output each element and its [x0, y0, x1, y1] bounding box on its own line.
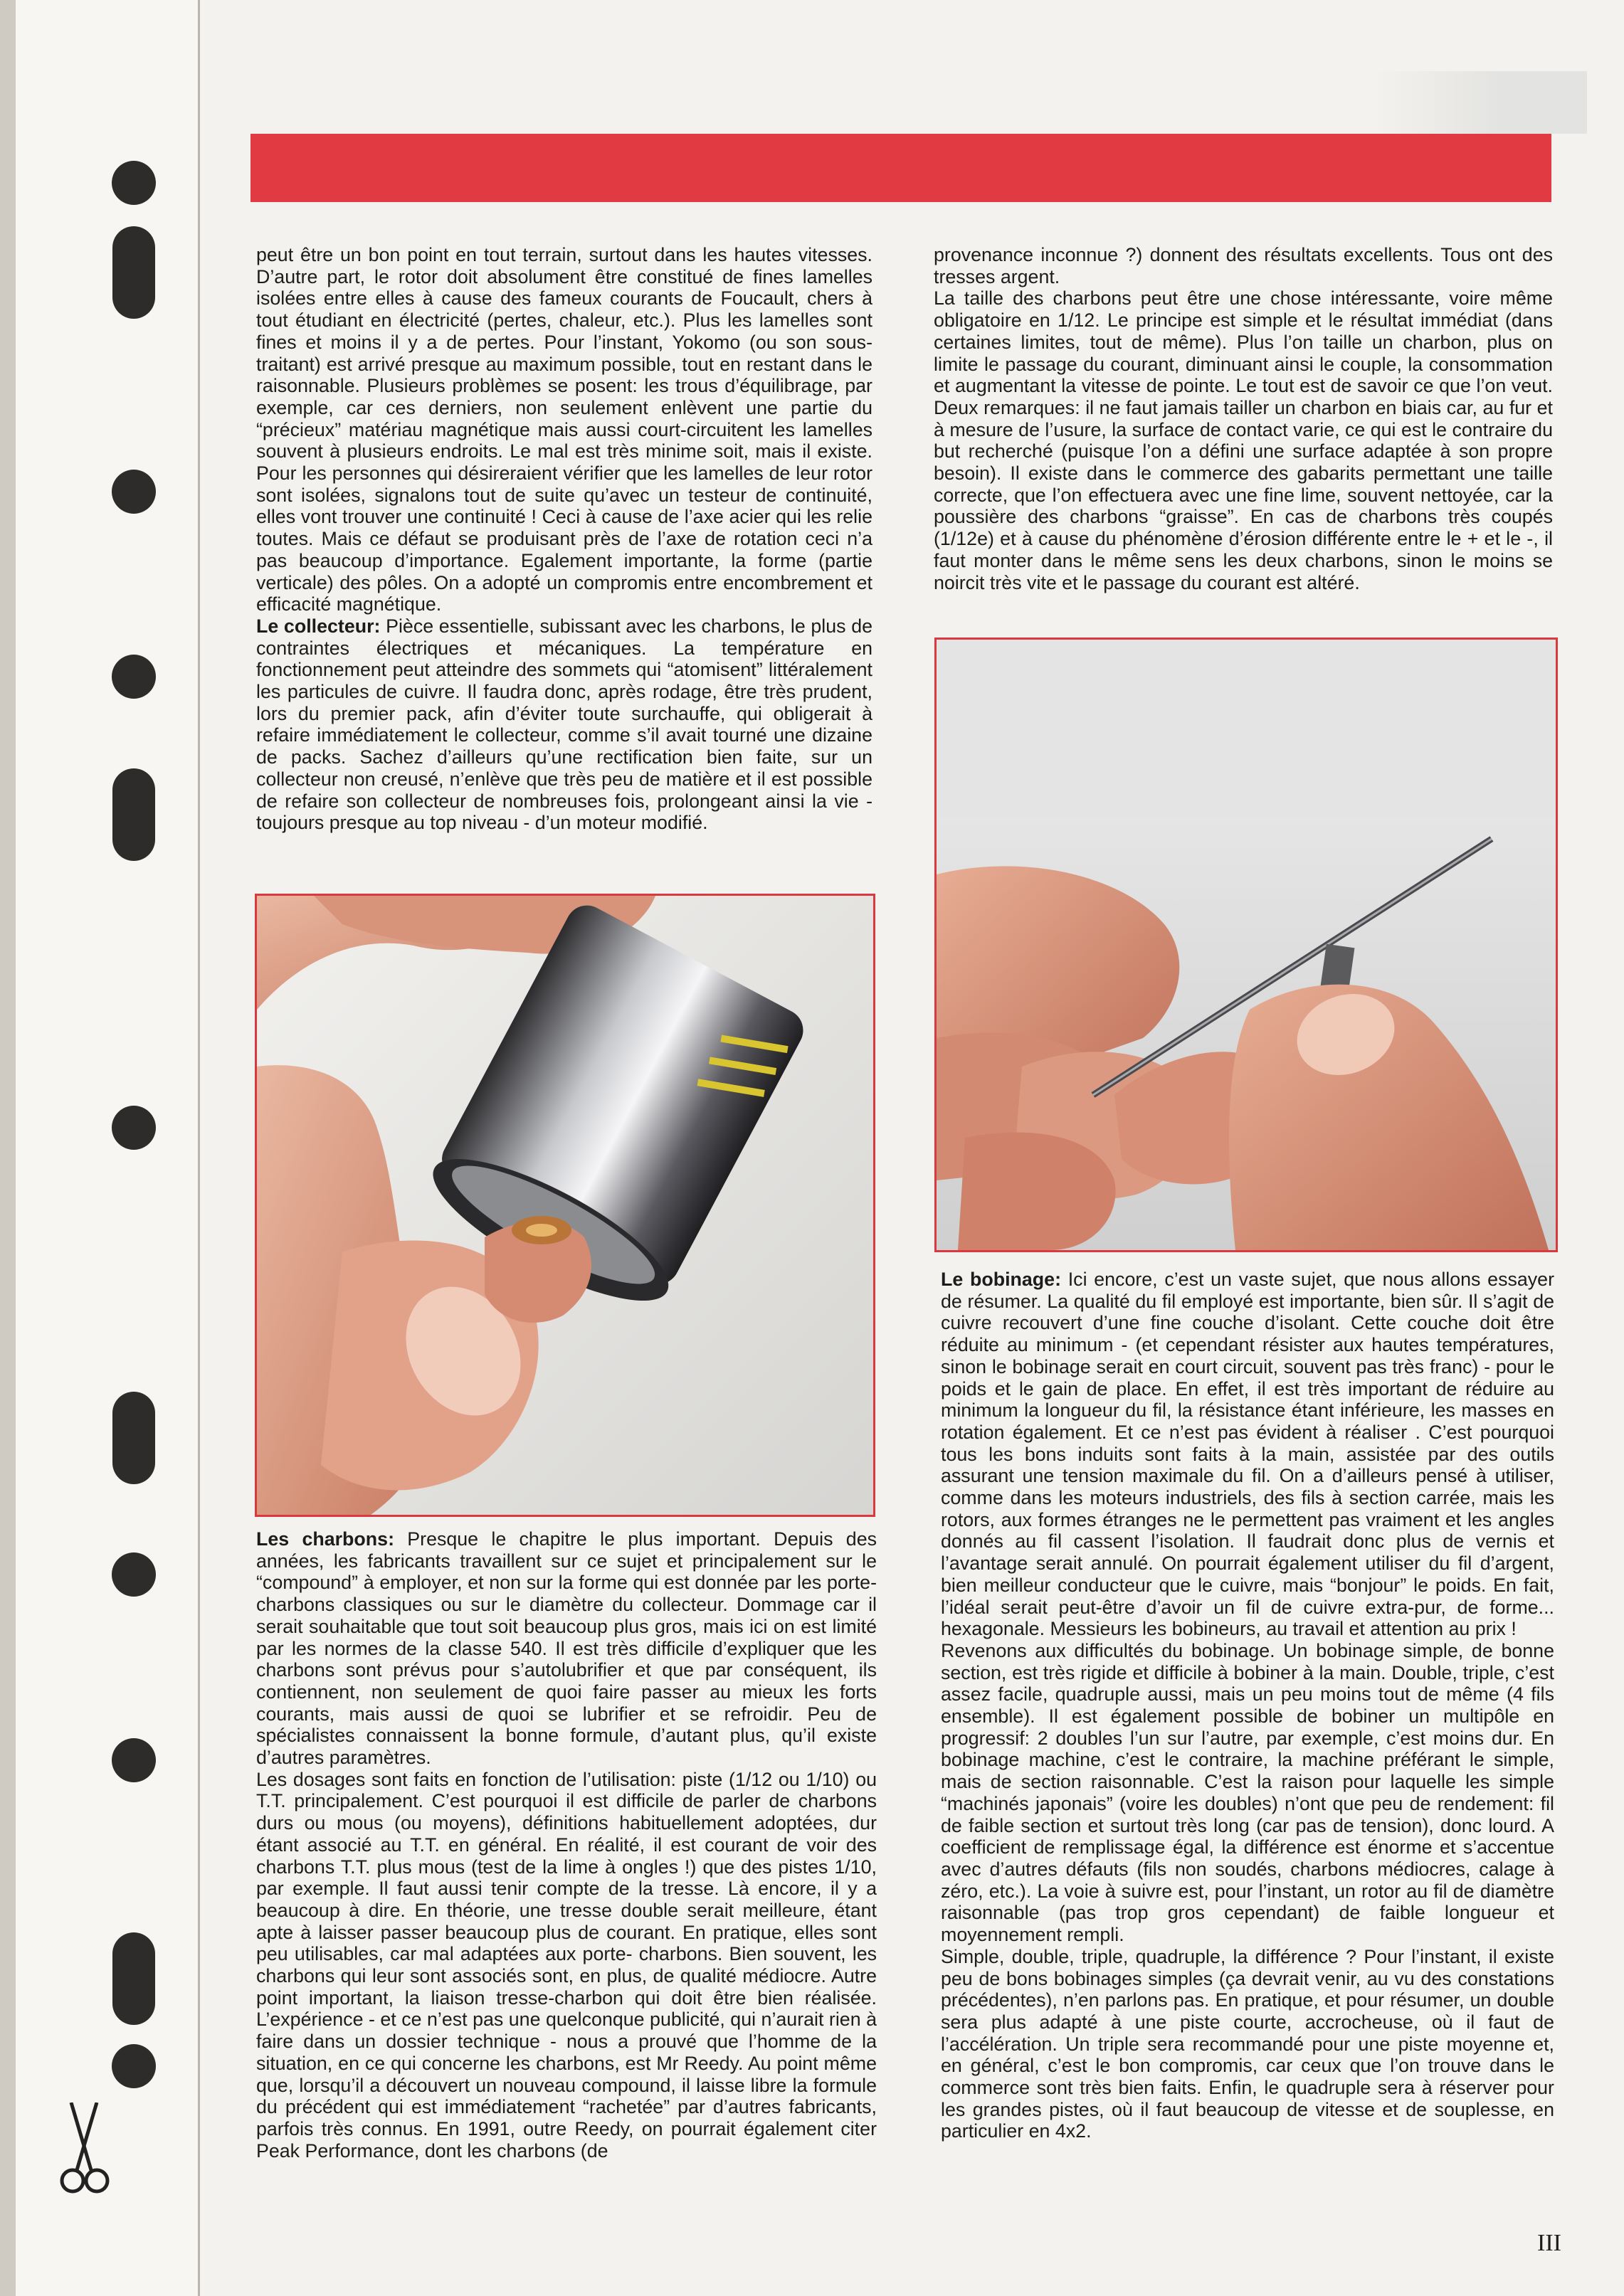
paragraph-collecteur — [256, 615, 872, 834]
paragraph-charbons — [256, 1528, 877, 1769]
paragraph-rotor: peut être un bon point en tout terrain, surtout dans les hautes vitesses. D’autre part, le rotor doit absolument être constitué de fines lamelles isolées entre elles à cause des fameux courants de Foucault, chers à tout étudiant en électricité (pertes, chaleur, etc.). Plus les lamelles sont fines et moins il y a de pertes. Pour l’instant, Yokomo (ou son sous-traitant) est arrivé presque au maximum possible, tout en restant dans le raisonnable. Plusieurs problèmes se posent: les trous d’équilibrage, par exemple, car ces derniers, non seulement enlèvent une partie du “précieux” matériau magnétique mais aussi court-circuitent les lamelles souvent à plusieurs endroits. Le mal est très minime soit, mais il existe. Pour les personnes qui désireraient vérifier que les lamelles de leur rotor sont isolées, signalons tout de suite qu’avec un testeur de continuité, elles vont trouver une continuité ! Ceci à cause de l’axe acier qui les relie toutes. Mais ce défaut se produisant près de l’axe de rotation ceci n’a pas beaucoup d’importance. Egalement importante, la forme (partie verticale) des pôles. On a adopté un compromis entre encombrement et efficacité magnétique. — [256, 244, 872, 615]
binder-hole — [112, 1738, 156, 1782]
right-column-bottom — [941, 1269, 1554, 2142]
heading-bobinage: Le bobinage: — [941, 1269, 1062, 1290]
left-column-bottom — [256, 1528, 877, 2162]
right-column-top — [934, 244, 1553, 593]
margin-rule — [198, 0, 200, 2296]
header-shade — [1373, 71, 1587, 134]
header-red-band — [251, 134, 1551, 202]
binder-hole — [112, 1392, 155, 1484]
binder-hole — [112, 1552, 156, 1597]
heading-collecteur: Le collecteur: — [256, 615, 381, 637]
binder-hole — [112, 2044, 156, 2088]
paragraph-difficultes-bobinage: Revenons aux difficultés du bobinage. Un bobinage simple, de bonne section, est très rigide et difficile à bobiner à la main. Double, triple, c’est assez facile, quadruple aussi, mais un peu moins tout de même (4 fils ensemble). Il est également possible de bobiner un multipôle en progressif: 2 doubles l’un sur l’autre, par exemple, c’est moins dur. En bobinage machine, c’est le contraire, la machine préférant le simple, mais de section raisonnable. C’est la raison pour laquelle les simple “machinés japonais” (voire les doubles) n’ont que peu de rendement: fil de faible section et surtout très long (car pas de tension), donc lourd. A coefficient de remplissage égal, la différence est énorme et s’accentue avec d’autres défauts (fils non soudés, charbons médiocres, calage à zéro, etc.). La voie à suivre est, pour l’instant, un rotor au fil de diamètre raisonnable (pas trop gros cependant) de faible longueur et moyennement rempli. — [941, 1639, 1554, 1946]
paragraph-dosages: Les dosages sont faits en fonction de l’utilisation: piste (1/12 ou 1/10) ou T.T. principalement. C’est pourquoi il est difficile de parler de charbons durs ou mous (ou moyens), définitions habituellement adoptées, dur étant associé au T.T. en général. En réalité, il est courant de voir des charbons T.T. plus mous (test de la lime à ongles !) que des pistes 1/10, par exemple. Il faut aussi tenir compte de la tresse. Là encore, il y a beaucoup à dire. En théorie, une tresse double serait meilleure, étant apte à laisser passer beaucoup plus de courant. En pratique, elles sont peu utilisables, car mal adaptées aux porte- charbons. Bien souvent, les charbons qui leur sont associés sont, en plus, de qualité médiocre. Autre point important, la liaison tresse-charbon qui doit être bien réalisée. L’expérience - et ce n’est pas une quelconque publicité, qui n’aurait rien à faire dans un dossier technique - nous a prouvé que l’homme de la situation, en ce qui concerne les charbons, est Mr Reedy. Au point même que, lorsqu’il a découvert un nouveau compound, il laisse libre la formule du précédent qui est immédiatement “rachetée” par d’autres fabricants, parfois très connus. En 1991, outre Reedy, on pourrait également citer Peak Performance, dont les charbons (de — [256, 1768, 877, 2162]
photo-filing-charbon — [934, 638, 1558, 1252]
text-bobinage: Ici encore, c’est un vaste sujet, que nous allons essayer de résumer. La qualité du fil employé est importante, bien sûr. Il s’agit de cuivre recouvert d’une fine couche d’isolant. Cette couche doit être réduite au minimum - (et cependant résister aux hautes températures, sinon le bobinage serait en court circuit, souvent pas très franc) - pour le poids et le gain de place. En effet, il est très important de réduire au minimum la longueur du fil, la résistance étant inférieure, les masses en rotation également. Et ce n’est pas évident à réaliser . C’est pourquoi tous les bons induits sont faits à la main, assistée par des outils assurant une tension maximale du fil. On a d’ailleurs pensé à utiliser, comme dans les moteurs industriels, des fils à section carrée, mais les rotors, aux formes étranges ne le permettent pas vraiment et les angles donnés au fil cassent l’isolation. Il faudrait donc plus de vernis et l’avantage serait annulé. On pourrait également utiliser du fil d’argent, bien meilleur conducteur que le cuivre, mais “bonjour” le poids. En fait, l’idéal serait peut-être d’avoir un fil de cuivre extra-pur, de forme... hexagonale. Messieurs les bobineurs, au travail et attention au prix ! — [941, 1269, 1554, 1640]
text-collecteur: Pièce essentielle, subissant avec les charbons, le plus de contraintes électriques et mécaniques. La température en fonctionnement peut atteindre des sommets qui “atomisent” littéralement les particules de cuivre. Il faudra donc, après rodage, être très prudent, lors du premier pack, afin d’éviter toute surchauffe, qui obligerait à refaire immédiatement le collecteur, comme s’il avait tourné une dizaine de packs. Sachez d’ailleurs qu’une rectification bien faite, sur un collecteur non creusé, n’enlève que très peu de matière et il est possible de refaire son collecteur de nombreuses fois, prolongeant ainsi la vie - toujours presque au top niveau - d’un moteur modifié. — [256, 615, 873, 834]
paragraph-simple-double-triple: Simple, double, triple, quadruple, la différence ? Pour l’instant, il existe peu de bons bobinages simples (ça devrait venir, au vu des constations précédentes), n’en parlons pas. En pratique, et pour résumer, un double sera plus adapté à une piste courte, accrocheuse, où il faut de l’accélération. Un triple sera recommandé pour une piste moyenne et, en général, c’est le bon compromis, car ceux que l’on trouve dans le commerce sont très bien faits. Enfin, le quadruple sera à réserver pour les grandes pistes, où il faut beaucoup de vitesse et de souplesse, en particulier en 4x2. — [941, 1945, 1554, 2142]
page-edge — [0, 0, 16, 2296]
photo-motor-collecteur — [255, 894, 875, 1517]
binder-hole — [112, 655, 156, 699]
page-number: III — [1537, 2230, 1561, 2256]
binder-hole — [112, 768, 155, 861]
left-column-top — [256, 244, 872, 834]
binder-hole — [112, 161, 156, 205]
heading-charbons: Les charbons: — [256, 1528, 394, 1550]
paragraph-taille-charbons: La taille des charbons peut être une chose intéressante, voire même obligatoire en 1/12. Le principe est simple et le résultat immédiat (dans certaines limites, tout de même). Plus l’on taille un charbon, plus on limite le passage du courant, diminuant ainsi le couple, la consommation et augmentant la vitesse de pointe. Le tout est de savoir ce que l’on veut. Deux remarques: il ne faut jamais tailler un charbon en biais car, au fur et à mesure de l’usure, la surface de contact varie, ce qui est le contraire du but recherché (puisque l’on a défini une surface adaptée à son propre besoin). Il existe dans le commerce des gabarits permettant une taille correcte, que l’on effectuera avec une fine lime, souvent nettoyée, car la poussière des charbons “graisse”. En cas de charbons très coupés (1/12e) et à cause du phénomène d’érosion différente entre le + et le -, il faut monter dans le même sens les deux charbons, sinon le moins se noircit très vite et le passage du courant est altéré. — [934, 287, 1553, 593]
binder-hole — [112, 1106, 156, 1150]
paragraph-provenance: provenance inconnue ?) donnent des résultats excellents. Tous ont des tresses argent. — [934, 244, 1553, 287]
binder-hole — [112, 226, 155, 319]
paragraph-bobinage — [941, 1269, 1554, 1640]
text-charbons: Presque le chapitre le plus important. Depuis des années, les fabricants travaillent sur ce sujet et principalement sur le “compound” à employer, et non sur la forme qui est donnée par les porte-charbons classiques ou sur le diamètre du collecteur. Dommage car il serait souhaitable que tout soit beaucoup plus gros, mais ici on est limité par les normes de la classe 540. Il est très difficile d’expliquer que les charbons sont prévus pour s’autolubrifier et que par conséquent, ils contiennent, non seulement de quoi faire passer au mieux les forts courants, mais aussi de quoi se lubrifier et se refroidir. Peu de spécialistes connaissent la bonne formule, d’autant plus, qu’il existe d’autres paramètres. — [256, 1528, 877, 1769]
binder-margin — [16, 0, 198, 2296]
binder-hole — [112, 1932, 155, 2025]
scissors-icon — [56, 2102, 112, 2195]
binder-hole — [112, 470, 156, 514]
